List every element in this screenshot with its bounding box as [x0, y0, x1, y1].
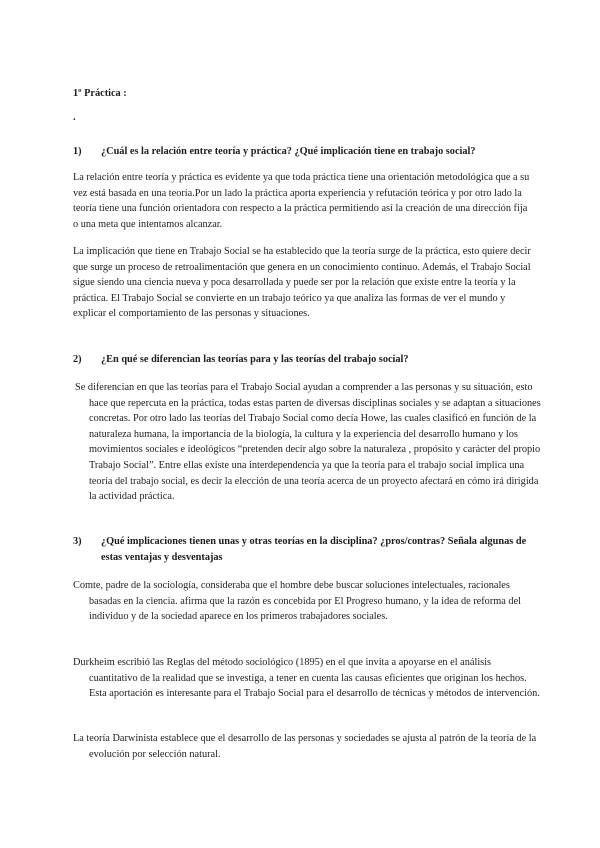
answer-paragraph-comte: Comte, padre de la sociología, consideraba que el hombre debe buscar soluciones intelectuales, racionales basadas en la ciencia. afirma que la razón es concebida por El Progreso humano, y la idea de reforma del individuo y de la sociedad aparece en los primeros trabajadores sociales.	[73, 580, 521, 623]
question-number: 1)	[73, 146, 82, 157]
question-2	[73, 352, 533, 368]
question-number: 3)	[73, 536, 82, 547]
answer-paragraph-darwin: La teoría Darwinista establece que el desarrollo de las personas y sociedades se ajusta al patrón de la teoría de la evolución por selección natural.	[73, 733, 537, 760]
answer-paragraph-1: La relación entre teoría y práctica es evidente ya que toda práctica tiene una orientación metodológica que a su vez está basada en una teoría.Por un lado la práctica aporta experiencia y refutación teórica y por otro lado la teoría tiene una función orientadora con respecto a la práctica permitiendo así la creación de una dirección fija o una meta que intentamos alcanzar.	[73, 172, 530, 230]
question-1	[73, 144, 533, 160]
answer-paragraph-durkheim: Durkheim escribió las Reglas del método sociológico (1895) en el que invita a apoyarse en el análisis cuantitativo de la realidad que se investiga, a tener en cuenta las causas eficientes que originan los hechos. Esta aportación es interesante para el Trabajo Social para el desarrollo de técnicas y métodos de intervención.	[73, 657, 540, 700]
bullet-dot: .	[73, 112, 76, 123]
question-text: ¿Cuál es la relación entre teoría y práctica? ¿Qué implicación tiene en trabajo social?	[101, 146, 476, 157]
question-text: ¿Qué implicaciones tienen unas y otras teorías en la disciplina? ¿pros/contras? Señala algunas de estas ventajas y desventajas	[101, 536, 527, 563]
answer-paragraph-2: La implicación que tiene en Trabajo Social se ha establecido que la teoría surge de la práctica, esto quiere decir que surge un proceso de retroalimentación que genera en un conocimiento continuo. Además, el Trabajo Social sigue siendo una ciencia nueva y poca desarrollada y puede ser por la relación que existe entre la teoría y la práctica. El Trabajo Social se convierte en un trabajo teórico ya que analiza las formas de ver el mundo y explicar el comportamiento de las personas y situaciones.	[73, 246, 531, 320]
question-text: ¿En qué se diferencian las teorías para y las teorías del trabajo social?	[101, 354, 409, 365]
question-number: 2)	[73, 354, 82, 365]
answer-paragraph-3: Se diferencian en que las teorías para el Trabajo Social ayudan a comprender a las personas y su situación, esto hace que repercuta en la práctica, todas estas parten de diversas disciplinas sociales y se adaptan a situaciones concretas. Por otro lado las teorías del Trabajo Social como decía Howe, las cuales clasificó en función de la naturaleza humana, la importancia de la biología, la cultura y la experiencia del desarrollo humano y los movimientos sociales e ideológicos “pretenden decir algo sobre la naturaleza , propósito y carácter del propio Trabajo Social”. Entre ellas existe una interdependencia ya que la teoría para el trabajo social implica una teoría del trabajo social, es decir la elección de una teoría acerca de un proyecto afectará en cómo irá dirigida la actividad práctica.	[75, 382, 541, 503]
question-3	[73, 534, 533, 565]
practice-heading: 1º Práctica :	[73, 88, 127, 99]
